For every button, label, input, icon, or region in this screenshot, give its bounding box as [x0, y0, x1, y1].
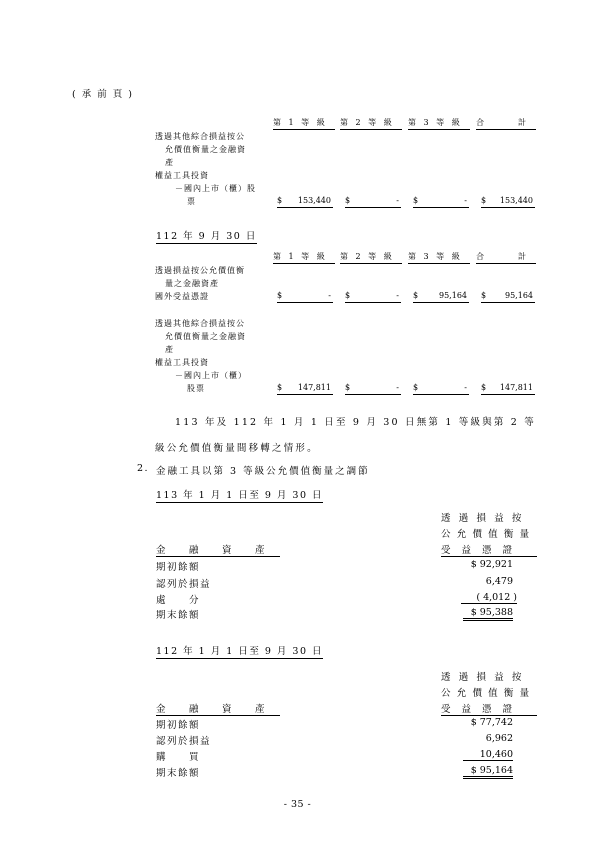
item-label: －國內上市（櫃）: [175, 371, 247, 380]
section-label: 允價值衡量之金融資: [165, 145, 246, 154]
section-label: 透過損益按公允價值衡: [155, 266, 245, 275]
column-heading: 公 允 價 值 衡 量: [441, 688, 531, 699]
paragraph-line: 級公允價值衡量間移轉之情形。: [155, 443, 319, 454]
paragraph-line: 113 年及 112 年 1 月 1 日至 9 月 30 日無第 1 等級與第 2 等: [175, 417, 536, 428]
section-label: 產: [165, 158, 174, 167]
asset-heading: 金 融 資 產: [156, 542, 280, 557]
column-heading: 公 允 價 值 衡 量: [441, 529, 531, 540]
header-level2: 第 2 等 級: [340, 117, 402, 130]
row-value: ( 4,012 ): [461, 592, 517, 604]
row-value: $ 92,921: [470, 559, 513, 570]
row-label: 期初餘額: [156, 720, 201, 731]
cell-total: $ 95,164: [481, 291, 535, 303]
cell-total: $ 153,440: [481, 196, 535, 208]
column-heading: 透 過 損 益 按: [441, 513, 524, 524]
header-level2: 第 2 等 級: [340, 251, 402, 264]
column-heading: 受 益 憑 證: [441, 701, 537, 716]
item-label: 票: [187, 197, 196, 206]
section-label: 量之金融資產: [165, 279, 219, 288]
row-value: 6,479: [485, 576, 513, 587]
row-label: 處 分: [156, 595, 201, 606]
row-value: $ 95,164: [463, 765, 513, 779]
row-label: 期初餘額: [156, 562, 201, 573]
section-number: 2.: [137, 463, 150, 474]
section-title: 金融工具以第 3 等級公允價值衡量之調節: [156, 466, 370, 477]
item-label: 股票: [187, 384, 205, 393]
row-label: 期末餘額: [156, 768, 201, 779]
cell-level2: $ -: [345, 291, 401, 303]
row-label: 國外受益憑證: [155, 292, 209, 301]
section-label: 產: [165, 345, 174, 354]
period-heading: 112 年 1 月 1 日至 9 月 30 日: [156, 643, 323, 659]
row-value: $ 95,388: [463, 607, 513, 621]
cell-level3: $ 95,164: [413, 291, 469, 303]
cell-level3: $ -: [413, 383, 469, 395]
row-label: 期末餘額: [156, 610, 201, 621]
item-label: －國內上市（櫃）股: [175, 184, 256, 193]
header-level1: 第 1 等 級: [273, 117, 335, 130]
column-heading: 透 過 損 益 按: [441, 672, 524, 683]
cell-level2: $ -: [345, 383, 401, 395]
header-total: 合 計: [476, 251, 536, 264]
header-level3: 第 3 等 級: [408, 117, 470, 130]
cell-level1: $ 147,811: [277, 383, 333, 395]
cell-level1: $ -: [277, 291, 333, 303]
row-label: 認列於損益: [156, 579, 212, 590]
page-number: - 35 -: [283, 799, 312, 810]
header-total: 合 計: [476, 117, 536, 130]
asset-heading: 金 融 資 產: [156, 701, 280, 716]
cell-level1: $ 153,440: [277, 196, 333, 208]
row-value: 10,460: [463, 749, 513, 761]
section-label: 允價值衡量之金融資: [165, 332, 246, 341]
sub-label: 權益工具投資: [155, 358, 209, 367]
date-heading: 112 年 9 月 30 日: [156, 228, 257, 244]
section-label: 透過其他綜合損益按公: [155, 319, 245, 328]
sub-label: 權益工具投資: [155, 171, 209, 180]
column-heading: 受 益 憑 證: [441, 542, 537, 557]
period-heading: 113 年 1 月 1 日至 9 月 30 日: [156, 487, 323, 503]
continued-label: ( 承 前 頁 ): [72, 89, 134, 100]
cell-level3: $ -: [413, 196, 469, 208]
row-label: 購 買: [156, 752, 201, 763]
section-label: 透過其他綜合損益按公: [155, 132, 245, 141]
row-value: $ 77,742: [470, 717, 513, 728]
row-label: 認列於損益: [156, 736, 212, 747]
cell-total: $ 147,811: [481, 383, 535, 395]
header-level1: 第 1 等 級: [273, 251, 335, 264]
cell-level2: $ -: [345, 196, 401, 208]
row-value: 6,962: [485, 733, 513, 744]
header-level3: 第 3 等 級: [408, 251, 470, 264]
